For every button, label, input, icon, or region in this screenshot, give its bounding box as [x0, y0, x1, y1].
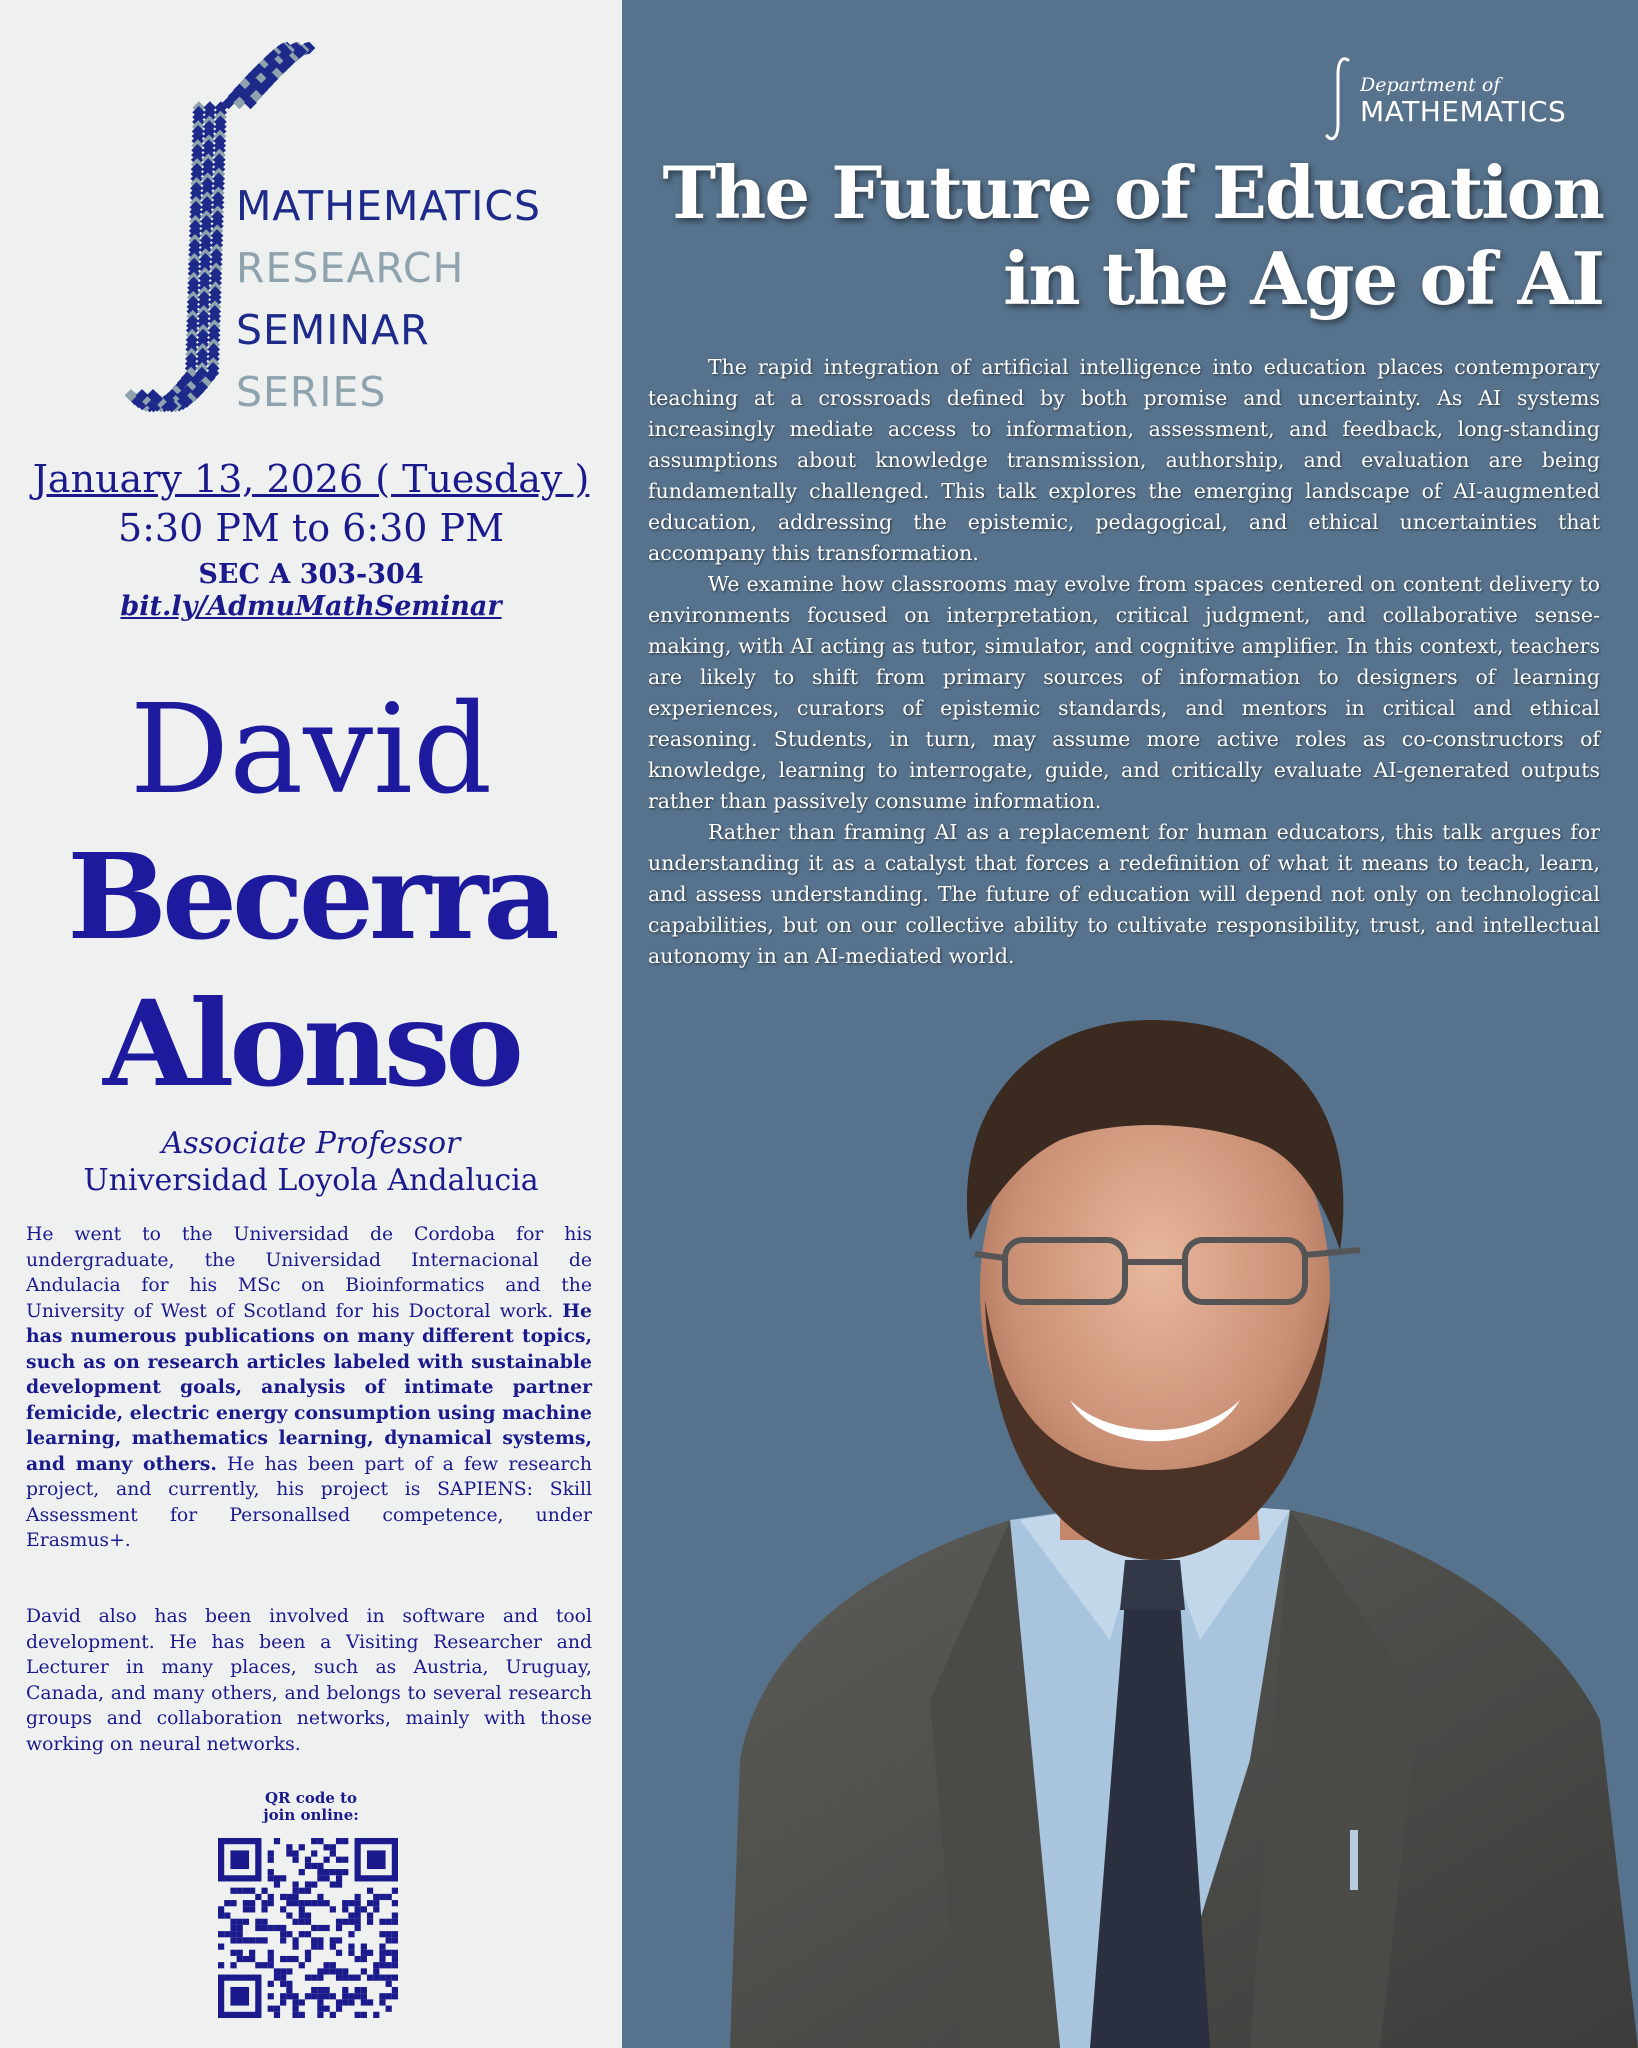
department-prefix: Department of: [1360, 74, 1501, 96]
speaker-last-name: Alonso: [102, 974, 519, 1113]
speaker-bio-paragraph: David also has been involved in software and tool development. He has been a Visiting Researcher and Lecturer in many places, such as Austria, Uruguay, Canada, and many others, and belongs to several research groups and collaboration networks, mainly with those working on neural networks.: [26, 1606, 592, 1755]
bio-text: He has been part of a few research project, and currently, his project is SAPIENS: Skill Assessment for Personallsed competence, under Erasmus+.: [26, 1453, 592, 1551]
speaker-middle-name: Becerra: [67, 827, 555, 966]
abstract-paragraph: The rapid integration of artificial intelligence into education places contemporary teaching at a crossroads defined by both promise and uncertainty. As AI systems increasingly mediate access to information, assessment, and feedback, long-standing assumptions about knowledge transmission, authorship, and evaluation are being fundamentally challenged. This talk explores the emerging landscape of AI-augmented education, addressing the epistemic, pedagogical, and ethical uncertainties that accompany this transformation.: [648, 355, 1600, 565]
speaker-affiliation: Universidad Loyola Andalucia: [83, 1163, 539, 1198]
left-panel: [0, 0, 622, 2048]
talk-title-line: in the Age of AI: [1003, 236, 1603, 321]
speaker-portrait-icon: [730, 1000, 1638, 2048]
qr-code-icon[interactable]: [218, 1838, 398, 2018]
series-word-mathematics: MATHEMATICS: [236, 182, 542, 230]
bio-publications-highlight: He has numerous publications on many different topics, such as on research articles labeled with sustainable development goals, analysis of intimate partner femicide, electric energy consumption using machine learning, mathematics learning, dynamical systems, and many others.: [26, 1299, 592, 1475]
qr-caption-line: join online:: [263, 1806, 359, 1824]
integral-icon: [1324, 54, 1354, 144]
event-info: [0, 455, 622, 623]
speaker-bio-paragraph: [26, 1222, 592, 1554]
event-date: January 13, 2026 ( Tuesday ): [32, 457, 590, 501]
bio-text: He went to the Universidad de Cordoba for his undergraduate, the Universidad Internacional de Andulacia for his MSc on Bioinformatics and the University of West of Scotland for his Doctoral work.: [26, 1224, 592, 1322]
series-word-seminar: SEMINAR: [236, 306, 430, 354]
qr-caption: [0, 1790, 622, 1824]
event-venue: SEC A 303-304: [198, 559, 424, 590]
talk-title: [623, 150, 1603, 322]
event-link[interactable]: bit.ly/AdmuMathSeminar: [120, 591, 502, 622]
department-name: MATHEMATICS: [1360, 95, 1567, 128]
qr-caption-line: QR code to: [264, 1789, 358, 1807]
talk-abstract: [648, 352, 1600, 972]
abstract-paragraph: We examine how classrooms may evolve from spaces centered on content delivery to environments focused on interpretation, critical judgment, and collaborative sense-making, with AI acting as tutor, simulator, and cognitive amplifier. In this context, teachers are likely to shift from primary sources of information to designers of learning experiences, curators of epistemic standards, and mentors in critical and ethical reasoning. Students, in turn, may assume more active roles as co-constructors of knowledge, learning to interrogate, guide, and critically evaluate AI-generated outputs rather than passively consume information.: [648, 572, 1600, 813]
department-logo: [1324, 64, 1584, 144]
speaker-title: Associate Professor: [161, 1126, 461, 1161]
talk-title-line: The Future of Education: [662, 150, 1603, 235]
series-word-research: RESEARCH: [236, 244, 465, 292]
event-time: 5:30 PM to 6:30 PM: [117, 506, 505, 550]
speaker-first-name: David: [129, 678, 493, 822]
abstract-paragraph: Rather than framing AI as a replacement for human educators, this talk argues for understanding it as a catalyst that forces a redefinition of what it means to teach, learn, and assess understanding. The future of education will depend not only on technological capabilities, but on our collective ability to cultivate responsibility, trust, and intellectual autonomy in an AI-mediated world.: [648, 820, 1600, 968]
series-word-series: SERIES: [236, 368, 387, 416]
seminar-series-logo: [60, 38, 580, 448]
